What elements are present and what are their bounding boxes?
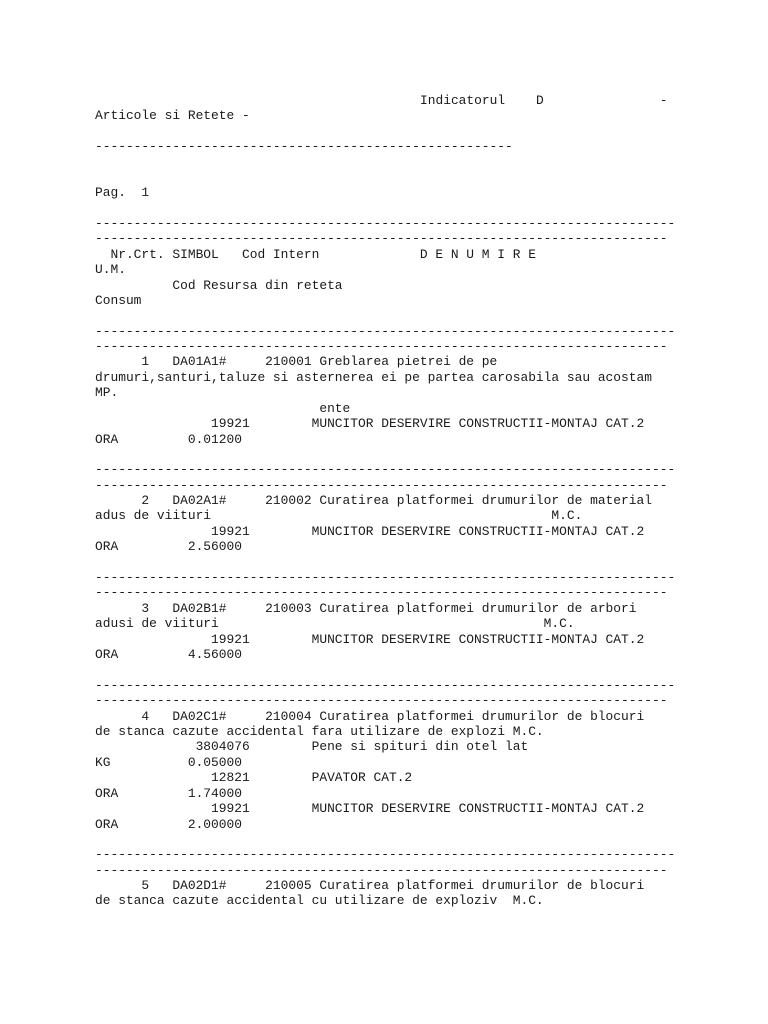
divider-line: -------------------------------------------------------------------------- [95, 693, 668, 708]
divider-line: --------------------------------------------------------------------------- [95, 847, 676, 862]
divider-line: -------------------------------------------------------------------------- [95, 585, 668, 600]
column-header-um: U.M. [95, 262, 126, 277]
resource-consumption: ORA 1.74000 [95, 786, 242, 801]
divider-line: --------------------------------------------------------------------------- [95, 678, 676, 693]
article-unit: MP. [95, 385, 119, 400]
divider-line: --------------------------------------------------------------------------- [95, 462, 676, 477]
article-description-cont: ente [95, 401, 351, 416]
resource-consumption: ORA 2.00000 [95, 817, 242, 832]
divider-line: -------------------------------------------------------------------------- [95, 339, 668, 354]
column-header-row: Nr.Crt. SIMBOL Cod Intern D E N U M I R E [95, 247, 536, 262]
column-header-resource: Cod Resursa din reteta [95, 278, 343, 293]
document-subtitle: Articole si Retete - [95, 108, 250, 123]
article-row: 5 DA02D1# 210005 Curatirea platformei drumurilor de blocuri [95, 878, 645, 893]
divider-line: --------------------------------------------------------------------------- [95, 570, 676, 585]
resource-consumption: ORA 2.56000 [95, 539, 242, 554]
article-row: 1 DA01A1# 210001 Greblarea pietrei de pe [95, 354, 498, 369]
resource-row: 3804076 Pene si spituri din otel lat [95, 739, 529, 754]
resource-row: 19921 MUNCITOR DESERVIRE CONSTRUCTII-MONTAJ CAT.2 [95, 416, 645, 431]
article-row: 3 DA02B1# 210003 Curatirea platformei drumurilor de arbori [95, 601, 637, 616]
article-row: 4 DA02C1# 210004 Curatirea platformei drumurilor de blocuri [95, 709, 645, 724]
page-number: Pag. 1 [95, 185, 150, 200]
resource-row: 19921 MUNCITOR DESERVIRE CONSTRUCTII-MONTAJ CAT.2 [95, 801, 645, 816]
resource-consumption: KG 0.05000 [95, 755, 242, 770]
divider-line: -------------------------------------------------------------------------- [95, 863, 668, 878]
divider-line: --------------------------------------------------------------------------- [95, 216, 676, 231]
indicator-line: Indicatorul D - [420, 93, 668, 108]
column-header-consum: Consum [95, 293, 142, 308]
article-description-cont: de stanca cazute accidental cu utilizare de exploziv M.C. [95, 893, 544, 908]
article-description-cont: de stanca cazute accidental fara utilizare de explozi M.C. [95, 724, 544, 739]
article-description-cont: adusi de viituri M.C. [95, 616, 575, 631]
divider-line: -------------------------------------------------------------------------- [95, 231, 668, 246]
resource-consumption: ORA 0.01200 [95, 432, 242, 447]
divider-line: -------------------------------------------------------------------------- [95, 478, 668, 493]
article-row: 2 DA02A1# 210002 Curatirea platformei drumurilor de material [95, 493, 652, 508]
resource-row: 12821 PAVATOR CAT.2 [95, 770, 413, 785]
divider-line: --------------------------------------------------------------------------- [95, 324, 676, 339]
resource-row: 19921 MUNCITOR DESERVIRE CONSTRUCTII-MONTAJ CAT.2 [95, 632, 645, 647]
article-description-cont: drumuri,santuri,taluze si asternerea ei pe partea carosabila sau acostam [95, 370, 652, 385]
article-description-cont: adus de viituri M.C. [95, 508, 583, 523]
short-divider: ------------------------------------------------------ [95, 139, 513, 154]
resource-consumption: ORA 4.56000 [95, 647, 242, 662]
resource-row: 19921 MUNCITOR DESERVIRE CONSTRUCTII-MONTAJ CAT.2 [95, 524, 645, 539]
